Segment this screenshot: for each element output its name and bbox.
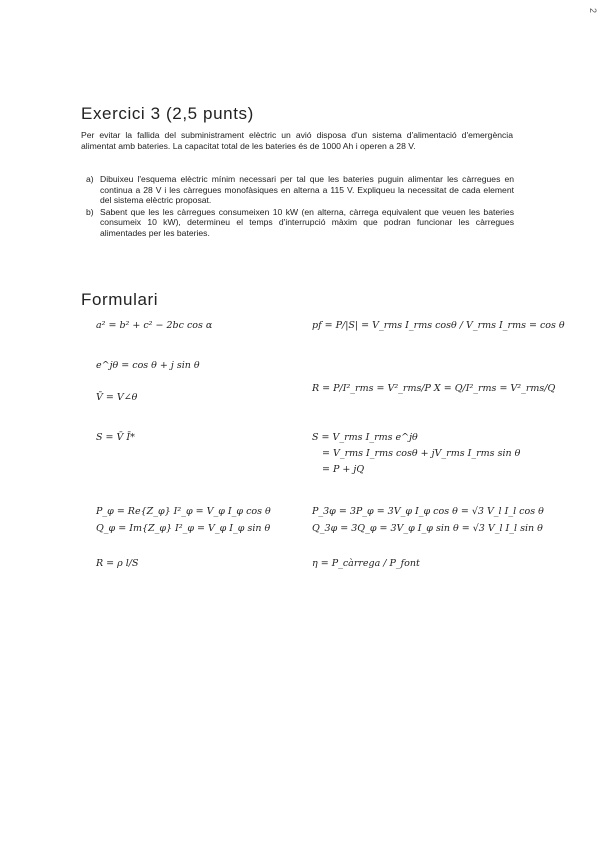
exercise-item-b bbox=[86, 207, 514, 239]
item-text: Dibuixeu l'esquema elèctric mínim necessari per tal que les bateries puguin alimentar les càrregues en continua a 28 V i les càrregues monofàsiques en alterna a 115 V. Expliqueu la necessitat de cada element del sistema elèctric proposat. bbox=[100, 174, 514, 206]
formula-resistance-reactance: R = P/I²_rms = V²_rms/P X = Q/I²_rms = V²_rms/Q bbox=[312, 383, 556, 394]
formula-euler: e^jθ = cos θ + j sin θ bbox=[96, 360, 200, 371]
page-edge-mark: 2 bbox=[588, 8, 598, 14]
exercise-title: Exercici 3 (2,5 punts) bbox=[81, 104, 254, 123]
formula-wire-resistance: R = ρ l/S bbox=[96, 558, 139, 569]
formula-complex-power-line-2: = V_rms I_rms cosθ + jV_rms I_rms sin θ bbox=[322, 448, 521, 459]
exercise-intro: Per evitar la fallida del subministrament elèctric un avió disposa d'un sistema d'alimentació d'emergència alimentat amb bateries. La capacitat total de les bateries és de 1000 Ah i operen a 28 V. bbox=[81, 130, 513, 152]
item-text: Sabent que les les càrregues consumeixen 10 kW (en alterna, càrrega equivalent que veuen les bateries consumeix 10 kW), determineu el temps d'interrupció màxim que podran funcionar les càrregues alimentades per les bateries. bbox=[100, 206, 514, 238]
item-label: b) bbox=[86, 206, 94, 217]
formula-phase-active-power: P_φ = Re{Z_φ} I²_φ = V_φ I_φ cos θ bbox=[96, 506, 271, 517]
formula-complex-power-line-1: S = V_rms I_rms e^jθ bbox=[312, 432, 418, 443]
exercise-item-a bbox=[86, 174, 514, 206]
formula-efficiency: η = P_càrrega / P_font bbox=[312, 558, 420, 569]
formula-three-phase-reactive-power: Q_3φ = 3Q_φ = 3V_φ I_φ sin θ = √3 V_l I_l sin θ bbox=[312, 523, 543, 534]
formula-three-phase-active-power: P_3φ = 3P_φ = 3V_φ I_φ cos θ = √3 V_l I_l cos θ bbox=[312, 506, 544, 517]
formula-power-factor: pf = P/|S| = V_rms I_rms cosθ / V_rms I_rms = cos θ bbox=[312, 320, 565, 331]
formula-cosine-law: a² = b² + c² − 2bc cos α bbox=[96, 320, 213, 331]
item-label: a) bbox=[86, 174, 94, 184]
formula-phase-reactive-power: Q_φ = Im{Z_φ} I²_φ = V_φ I_φ sin θ bbox=[96, 523, 271, 534]
formula-complex-power: S = V̄ Ī* bbox=[96, 432, 135, 443]
exercise-items bbox=[86, 174, 514, 240]
formulari-title: Formulari bbox=[81, 290, 159, 309]
formula-complex-power-line-3: = P + jQ bbox=[322, 464, 365, 475]
formula-phasor: V̄ = V∠θ bbox=[96, 392, 138, 403]
